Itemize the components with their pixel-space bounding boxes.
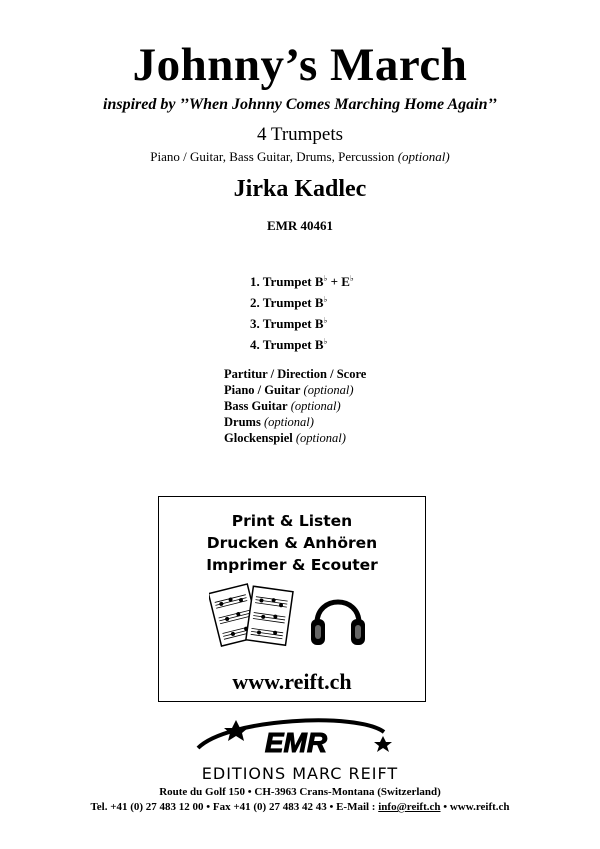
email-link[interactable]: info@reift.ch [378, 801, 441, 813]
address: Route du Golf 150 • CH-3963 Crans-Montana (Switzerland) [159, 786, 441, 798]
part-item: 1. Trumpet B♭ + E♭ [250, 274, 354, 289]
promo-url[interactable]: www.reift.ch [232, 669, 352, 694]
title: Johnny’s March [132, 39, 468, 91]
extras-list [224, 366, 366, 446]
part-item: 3. Trumpet B♭ [250, 316, 328, 331]
promo-icons [209, 579, 379, 651]
accompaniment-text: Piano / Guitar, Bass Guitar, Drums, Percussion [150, 149, 395, 164]
print-listen-box [158, 496, 426, 702]
contact-line: Tel. +41 (0) 27 483 12 00 • Fax +41 (0) 27 483 42 43 • E-Mail : info@reift.ch • www.reift.ch [90, 801, 510, 813]
composer: Jirka Kadlec [233, 176, 367, 202]
extra-item: Glockenspiel (optional) [224, 431, 346, 445]
parts-list [250, 268, 354, 352]
headphones-icon [311, 602, 365, 645]
promo-line-3: Imprimer & Ecouter [206, 556, 378, 574]
accompaniment-optional: (optional) [397, 149, 450, 164]
extra-item: Drums (optional) [224, 415, 314, 429]
extra-item: Piano / Guitar (optional) [224, 383, 354, 397]
part-item: 4. Trumpet B♭ [250, 337, 328, 352]
subtitle: inspired by ’’When Johnny Comes Marching Home Again’’ [103, 96, 497, 113]
promo-line-2: Drucken & Anhören [206, 534, 378, 552]
part-item: 2. Trumpet B♭ [250, 295, 328, 310]
edition-number: EMR 40461 [266, 218, 334, 233]
accompaniment [0, 149, 600, 165]
sheet-music-icon [209, 584, 293, 646]
logo-publisher-name: EDITIONS MARC REIFT [201, 764, 399, 783]
extra-item: Partitur / Direction / Score [224, 367, 367, 381]
logo-emr-text: EMR [264, 727, 328, 758]
extra-item: Bass Guitar (optional) [224, 399, 341, 413]
emr-logo [158, 712, 442, 792]
promo-line-1: Print & Listen [231, 512, 353, 530]
instrumentation: 4 Trumpets [256, 124, 344, 145]
